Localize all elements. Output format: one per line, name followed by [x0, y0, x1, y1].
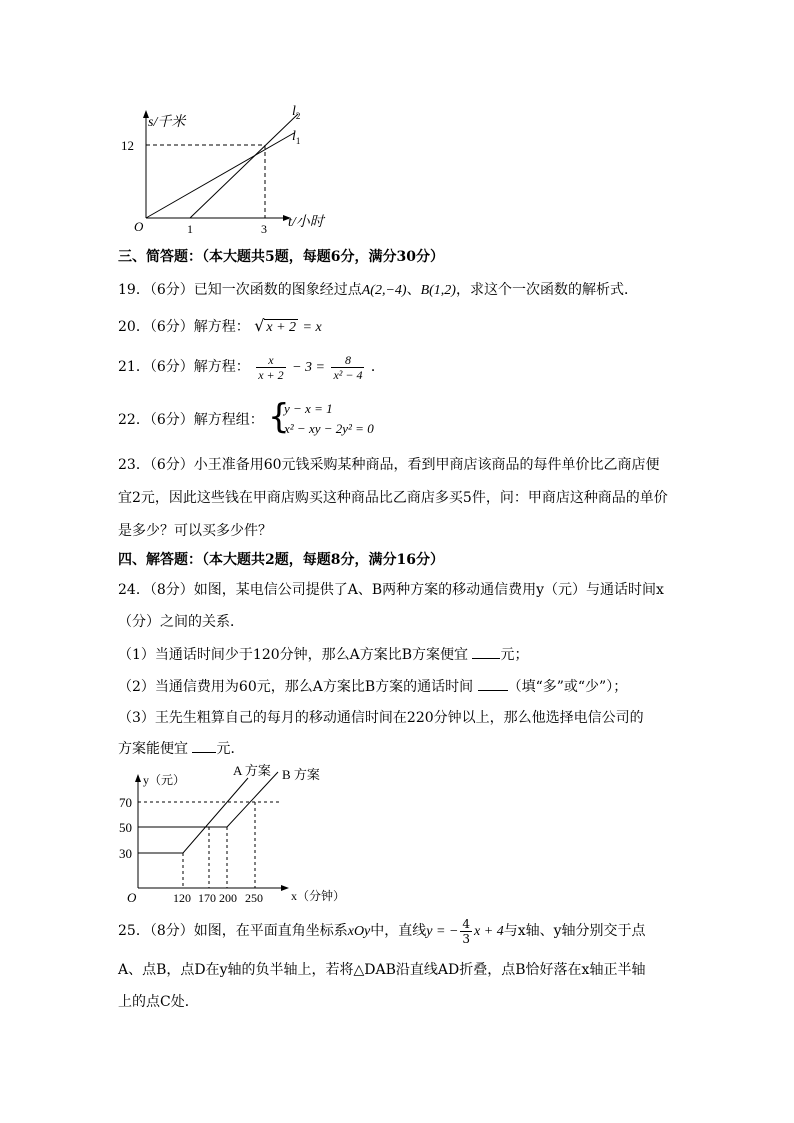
x-tick-3: 3 [261, 222, 267, 235]
x-axis-label: t/小时 [288, 215, 324, 230]
line-l1 [146, 133, 294, 218]
x-tick-120: 120 [173, 891, 191, 905]
cost-time-graph [115, 760, 365, 910]
x-axis-label: x（分钟） [291, 889, 346, 903]
answer-blank-1[interactable] [472, 644, 500, 659]
question-23-line-3: 是多少？可以买多少件？ [118, 523, 272, 539]
distance-time-graph [118, 100, 348, 235]
equation-1: y − x = 1 [284, 401, 333, 416]
question-25-line-1: 25．（8分）如图，在平面直角坐标系xOy中，直线y = − $\frac{4}{3}$ x + 4与x轴、y轴分别交于点 [118, 916, 646, 946]
line-l2 [190, 114, 301, 218]
question-23-line-2: 宜2元，因此这些钱在甲商店购买这种商品比乙商店多买5件，问：甲商店这种商品的单价 [118, 490, 668, 506]
question-25-line-2: A、点B，点D在y轴的负半轴上，若将△DAB沿直线AD折叠，点B恰好落在x轴正半轴 [118, 962, 646, 978]
question-20: 20．（6分）解方程： √ x + 2 = x [118, 316, 322, 335]
question-21: 21．（6分）解方程： $\frac{x}{x + 2}$ − 3 = $\frac{8}{\text{x² − 4}}$ ． [118, 352, 385, 382]
origin-label: O [127, 890, 137, 905]
question-19: 19．（6分）已知一次函数的图象经过点A(2,−4)、B(1,2)，求这个一次函数的解析式． [118, 282, 638, 298]
slope-fraction: $\frac{4}{3}$ [462, 916, 471, 946]
y-axis-label: y（元） [143, 773, 186, 787]
radicand: x + 2 [266, 320, 297, 335]
l2-label: $l_2$ [292, 104, 301, 121]
question-24-line-2: （分）之间的关系． [118, 614, 244, 630]
x-tick-170: 170 [198, 891, 216, 905]
question-24-part-2: （2）当通信费用为60元，那么A方案比B方案的通话时间 （填“多”或“少”）； [118, 676, 627, 697]
question-24-part-1: （1）当通话时间少于120分钟，那么A方案比B方案便宜 元； [118, 644, 528, 665]
y-axis-arrow [135, 774, 141, 782]
plan-b-label: B 方案 [282, 767, 320, 782]
y-tick-30: 30 [119, 846, 132, 861]
x-tick-1: 1 [187, 222, 193, 235]
brace: { [268, 397, 290, 437]
x-axis-arrow [281, 885, 289, 891]
y-tick-70: 70 [119, 795, 132, 810]
answer-blank-2[interactable] [478, 676, 508, 691]
plan-a-line [138, 778, 248, 853]
y-tick-50: 50 [119, 820, 132, 835]
question-25-line-3: 上的点C处． [118, 994, 199, 1010]
plan-a-label: A 方案 [233, 763, 271, 778]
question-24-part-3: （3）王先生粗算自己的每月的移动通信时间在220分钟以上，那么他选择电信公司的 [118, 710, 644, 726]
section-4-title: 四、解答题：（本大题共2题，每题8分，满分16分） [118, 552, 444, 568]
question-24-part-3-cont: 方案能便宜 元． [118, 738, 244, 759]
section-3-title: 三、简答题：（本大题共5题，每题6分，满分30分） [118, 249, 444, 265]
sqrt-sign: √ [254, 316, 265, 335]
x-tick-250: 250 [245, 891, 263, 905]
l1-label: $l_1$ [292, 129, 301, 146]
equation-2: x² − xy − 2y² = 0 [284, 421, 374, 436]
origin-label: O [134, 219, 144, 234]
y-axis-label: s/千米 [148, 115, 186, 130]
y-tick-12: 12 [121, 138, 134, 153]
x-tick-200: 200 [219, 891, 237, 905]
question-24-line-1: 24．（8分）如图，某电信公司提供了A、B两种方案的移动通信费用y（元）与通话时间x [118, 582, 664, 598]
fraction-1: $\frac{x}{x + 2}$ [258, 352, 284, 382]
answer-blank-3[interactable] [192, 738, 216, 753]
fraction-2: $\frac{8}{\text{x² − 4}}$ [333, 352, 363, 382]
question-23-line-1: 23．（6分）小王准备用60元钱采购某种商品，看到甲商店该商品的每件单价比乙商店便 [118, 457, 660, 473]
